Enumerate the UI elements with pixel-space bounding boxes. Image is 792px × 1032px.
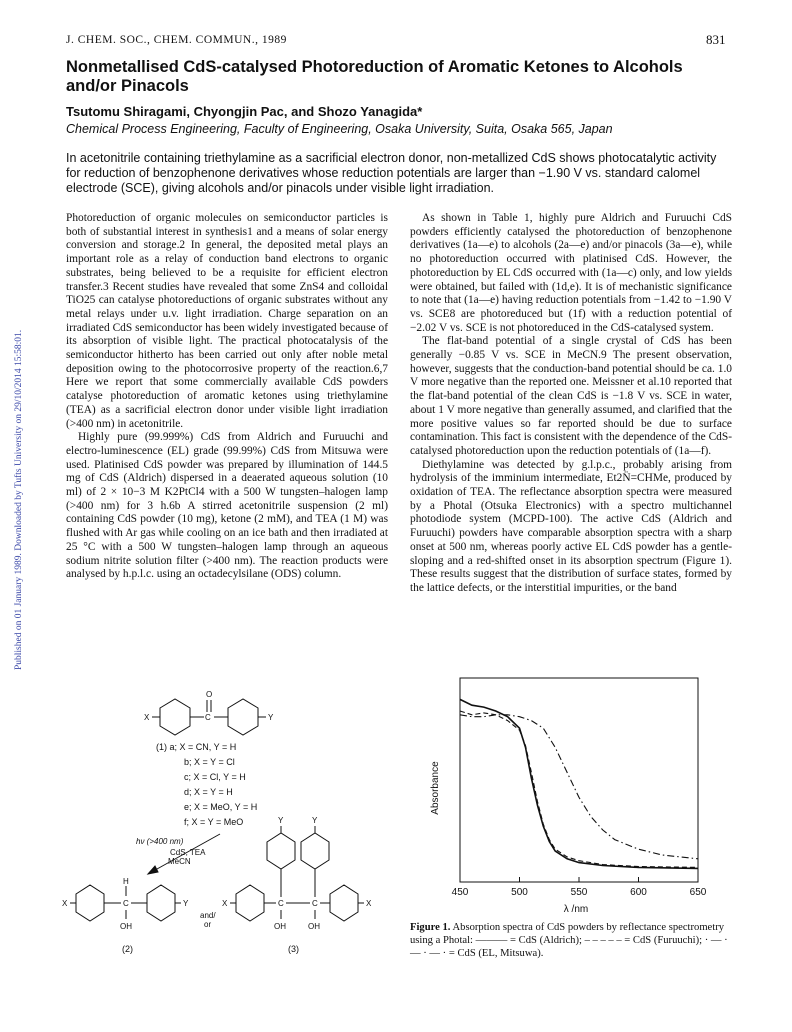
sidenote-text: Published on 01 January 1989. Downloaded by Tufts University on 29/10/2014 15:58:01. bbox=[14, 329, 24, 670]
scheme-substituent: e; X = MeO, Y = H bbox=[184, 802, 258, 812]
absorption-spectra-chart bbox=[430, 672, 707, 922]
y-axis-label: Absorbance bbox=[430, 761, 441, 815]
scheme-label-oh: OH bbox=[120, 922, 132, 931]
figure-caption bbox=[410, 922, 732, 960]
scheme-label-y: Y bbox=[268, 713, 274, 722]
scheme-label-c: C bbox=[123, 899, 129, 908]
scheme-condition: hν (>400 nm) bbox=[136, 837, 184, 846]
scheme-label-c: C bbox=[312, 899, 318, 908]
x-tick-label: 500 bbox=[511, 887, 528, 898]
scheme-label-oh: OH bbox=[274, 922, 286, 931]
benzene-ring bbox=[76, 885, 104, 921]
reaction-scheme bbox=[60, 686, 400, 966]
benzene-ring bbox=[330, 885, 358, 921]
series-line-2 bbox=[460, 715, 698, 859]
scheme-substituent: c; X = Cl, Y = H bbox=[184, 772, 246, 782]
caption-label: Figure 1. bbox=[410, 922, 451, 933]
scheme-label-y: Y bbox=[278, 816, 284, 825]
plot-frame bbox=[460, 678, 698, 882]
body-column-right bbox=[410, 212, 732, 596]
benzene-ring bbox=[301, 833, 329, 869]
scheme-label-x: X bbox=[222, 899, 228, 908]
paragraph: Diethylamine was detected by g.l.p.c., probably arising from hydrolysis of the imminium intermediate, Et2N̈=CHMe, produced by oxidation of TEA. The reflectance absorption spectra were measured by a Photal (Otsuka Electronics) with a spectro multichannel photodiode system (MCPD-100). The active CdS (Aldrich and Furuuchi) powders have comparable absorption spectra with a sharp onset at 500 nm, whereas poorly active EL CdS powder has a gentle-sloping and a red-shifted onset in its absorption spectrum (Figure 1). These results suggest that the distribution of surface states, formed by the lattice defects, or the interstitial impurities, or the band bbox=[410, 458, 732, 594]
benzene-ring bbox=[147, 885, 175, 921]
scheme-label-y: Y bbox=[183, 899, 189, 908]
scheme-label-x: X bbox=[62, 899, 68, 908]
benzene-ring bbox=[228, 699, 258, 735]
x-tick-label: 600 bbox=[630, 887, 647, 898]
article-abstract: In acetonitrile containing triethylamine as a sacrificial electron donor, non-metallized CdS shows photocatalytic activity for reduction of benzophenone derivatives whose reduction potentials are larger than −1.90 V vs. standard calomel electrode (SCE), giving alcohols and/or pinacols under visible light irradiation. bbox=[66, 151, 717, 195]
scheme-label-o: O bbox=[206, 690, 213, 699]
scheme-label-y: Y bbox=[312, 816, 318, 825]
benzene-ring bbox=[236, 885, 264, 921]
scheme-substituent: f; X = Y = MeO bbox=[184, 817, 244, 827]
paragraph: Highly pure (99.999%) CdS from Aldrich and Furuuchi and electro-luminescence (EL) grade (99.99%) CdS from Mitsuwa were used. Platinised CdS powder was prepared by illumination of 144.5 mg of CdS (Aldrich) dispersed in a deaerated aqueous solution (10 ml) of 2 × 10−3 M K2PtCl4 with a 500 W tungsten–halogen lamp (>400 nm) for 3 h.6b A stirred acetonitrile suspension (2 ml) containing CdS powder (10 mg), ketone (2 mM), and TEA (1 M) was flushed with Ar gas while cooling on an ice bath and then irradiated at 25 °C with a 500 W tungsten–halogen lamp through an aqueous sodium nitrite solution filter (>400 nm). The reaction products were analysed by h.p.l.c. using an octadecylsilane (ODS) column. bbox=[66, 431, 388, 581]
series-line-0 bbox=[460, 699, 698, 868]
compound-label: (3) bbox=[288, 944, 299, 954]
scheme-substituent: (1) a; X = CN, Y = H bbox=[156, 742, 237, 752]
x-axis-label: λ /nm bbox=[563, 904, 589, 915]
scheme-condition: MeCN bbox=[168, 857, 191, 866]
x-tick-label: 450 bbox=[451, 887, 469, 898]
series-line-1 bbox=[460, 711, 698, 867]
journal-header: J. CHEM. SOC., CHEM. COMMUN., 1989 bbox=[66, 34, 287, 46]
paragraph: The flat-band potential of a single crystal of CdS has been generally −0.85 V vs. SCE in MeCN.9 The present observation, however, suggests that the conduction-band potential should be ca. 1.0 V more negative than the reported one. Meissner et al.10 reported that the flat-band potential of the clean CdS is −1.8 V vs. SCE in water, about 1 V more negative than generally assumed, and clarified that the more positive values so far reported should be due to surface contamination. This fact is consistent with the dependence of the CdS-catalysed photoreduction upon the reduction potentials of (1a—f). bbox=[410, 335, 732, 457]
compound-label: (2) bbox=[122, 944, 133, 954]
scheme-and-or: or bbox=[204, 920, 212, 929]
article-title: Nonmetallised CdS-catalysed Photoreduction of Aromatic Ketones to Alcohols and/or Pinacols bbox=[66, 58, 683, 95]
x-tick-label: 650 bbox=[689, 887, 707, 898]
benzene-ring bbox=[160, 699, 190, 735]
paragraph: As shown in Table 1, highly pure Aldrich and Furuuchi CdS powders efficiently catalysed the photoreduction of benzophenone derivatives (1a—e) to alcohols (2a—e) and/or pinacols (3a—e), while no photoreduction occurred with platinised CdS. However, the photoreduction by EL CdS occurred with (1a—c) only, and low yields were obtained, but failed with (1d,e). It is of mechanistic significance to note that (1a—e) having reduction potentials from −1.42 to −1.90 V vs. SCE8 are photoreduced but (1f) with a reduction potential of −2.02 V vs. SCE is not photoreduced in the CdS-catalysed system. bbox=[410, 212, 732, 334]
x-tick-label: 550 bbox=[570, 887, 588, 898]
benzene-ring bbox=[267, 833, 295, 869]
body-column-left bbox=[66, 212, 388, 582]
scheme-label-c: C bbox=[278, 899, 284, 908]
scheme-label-x: X bbox=[366, 899, 372, 908]
article-affiliation: Chemical Process Engineering, Faculty of Engineering, Osaka University, Suita, Osaka 565, Japan bbox=[66, 122, 613, 136]
paragraph: Photoreduction of organic molecules on semiconductor particles is both of substantial interest in synthesis1 and a means of solar energy conversion and storage.2 In general, the deposited metal plays an important role as a relay of conduction band electrons to organic substrates, being believed to be a requisite for efficient electron transfer.3 Recent studies have revealed that some ZnS4 and colloidal TiO25 can catalyse photoreductions of organic substrates without any metal relays under u.v. light irradiation. Charge separation on an irradiated CdS semiconductor has been widely investigated because of its absorption of visible light. The practical photocatalysis of the semiconductor hitherto has been carried out only after noble metal deposition owing to the photocorrosive property of the reaction.6,7 Here we report that some commercially available CdS powders catalyse photoreduction of aromatic ketones using triethylamine (TEA) as a sacrificial electron donor under visible light irradiation (>400 nm) in acetonitrile. bbox=[66, 212, 388, 430]
scheme-label-h: H bbox=[123, 877, 129, 886]
scheme-condition: CdS, TEA bbox=[170, 848, 206, 857]
page-number: 831 bbox=[706, 32, 726, 47]
download-sidenote bbox=[3, 210, 24, 670]
caption-text: Absorption spectra of CdS powders by reflectance spectrometry using a Photal: ——— = CdS (Aldrich); – – – – – = CdS (Furuuchi); · — · — · — · = CdS (EL, Mitsuwa). bbox=[410, 922, 728, 959]
scheme-label-c: C bbox=[205, 713, 211, 722]
scheme-label-x: X bbox=[144, 713, 150, 722]
scheme-and-or: and/ bbox=[200, 911, 216, 920]
scheme-label-oh: OH bbox=[308, 922, 320, 931]
scheme-substituent: d; X = Y = H bbox=[184, 787, 233, 797]
article-authors: Tsutomu Shiragami, Chyongjin Pac, and Shozo Yanagida* bbox=[66, 104, 423, 119]
scheme-substituent: b; X = Y = Cl bbox=[184, 757, 235, 767]
